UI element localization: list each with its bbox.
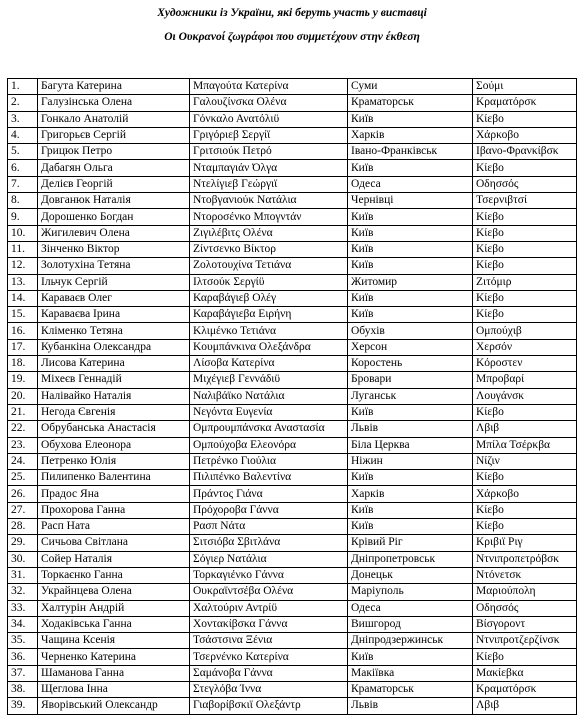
city-ukrainian: Обухів: [348, 323, 473, 339]
artist-name-greek: Τσάστσινα Ξένια: [190, 633, 348, 649]
artist-name-ukrainian: Ільчук Сергій: [38, 274, 190, 290]
city-greek: Σούμι: [473, 79, 577, 95]
city-ukrainian: Крівий Ріг: [348, 535, 473, 551]
city-ukrainian: Київ: [348, 502, 473, 518]
city-greek: Κραματόρσκ: [473, 681, 577, 697]
table-row: [8, 144, 577, 160]
city-greek: Κίεβο: [473, 502, 577, 518]
table-row: [8, 470, 577, 486]
artist-name-greek: Ζολοτουχίνα Τετιάνα: [190, 258, 348, 274]
artist-name-greek: Λίσοβα Κατερίνα: [190, 356, 348, 372]
row-number: 3.: [8, 111, 38, 127]
city-greek: Κριβιϊ Ριγ: [473, 535, 577, 551]
row-number: 11.: [8, 241, 38, 257]
city-ukrainian: Київ: [348, 111, 473, 127]
row-number: 4.: [8, 127, 38, 143]
artist-name-ukrainian: Яворівський Олександр: [38, 698, 190, 714]
city-greek: Ντόνετσκ: [473, 567, 577, 583]
document-title-ukrainian: Художники із України, які беруть участь у виставці: [157, 7, 427, 19]
row-number: 32.: [8, 584, 38, 600]
row-number: 33.: [8, 600, 38, 616]
row-number: 34.: [8, 616, 38, 632]
artist-name-ukrainian: Дабагян Ольга: [38, 160, 190, 176]
table-row: [8, 649, 577, 665]
row-number: 28.: [8, 519, 38, 535]
artist-name-ukrainian: Прохорова Ганна: [38, 502, 190, 518]
table-row: [8, 437, 577, 453]
city-greek: Κίεβο: [473, 404, 577, 420]
city-ukrainian: Київ: [348, 404, 473, 420]
row-number: 15.: [8, 307, 38, 323]
artist-name-ukrainian: Пилипенко Валентина: [38, 470, 190, 486]
artist-name-greek: Γόνκαλο Ανατόλιϋ: [190, 111, 348, 127]
city-ukrainian: Маріуполь: [348, 584, 473, 600]
artist-name-ukrainian: Торкаєнко Ганна: [38, 567, 190, 583]
row-number: 19.: [8, 372, 38, 388]
city-greek: Κίεβο: [473, 225, 577, 241]
table-row: [8, 339, 577, 355]
table-row: [8, 551, 577, 567]
row-number: 26.: [8, 486, 38, 502]
city-greek: Χάρκοβο: [473, 486, 577, 502]
table-row: [8, 79, 577, 95]
table-row: [8, 616, 577, 632]
city-ukrainian: Київ: [348, 258, 473, 274]
artist-name-ukrainian: Щеглова Інна: [38, 681, 190, 697]
artist-name-ukrainian: Расп Ната: [38, 519, 190, 535]
table-row: [8, 698, 577, 714]
table-row: [8, 160, 577, 176]
city-ukrainian: Вишгород: [348, 616, 473, 632]
artist-name-greek: Μπαγούτα Κατερίνα: [190, 79, 348, 95]
artist-name-ukrainian: Обрубанська Анастасія: [38, 421, 190, 437]
table-row: [8, 111, 577, 127]
city-ukrainian: Київ: [348, 649, 473, 665]
row-number: 36.: [8, 649, 38, 665]
table-row: [8, 421, 577, 437]
row-number: 31.: [8, 567, 38, 583]
artist-name-ukrainian: Міхеєв Геннадій: [38, 372, 190, 388]
table-row: [8, 502, 577, 518]
artist-name-ukrainian: Гонкало Анатолій: [38, 111, 190, 127]
table-row: [8, 584, 577, 600]
city-greek: Λουγάνσκ: [473, 388, 577, 404]
city-greek: Κίεβο: [473, 470, 577, 486]
table-row: [8, 519, 577, 535]
row-number: 30.: [8, 551, 38, 567]
city-greek: Κίεβο: [473, 290, 577, 306]
artist-name-greek: Ντελίγιεβ Γεώργιϊ: [190, 176, 348, 192]
city-ukrainian: Одеса: [348, 600, 473, 616]
city-greek: Κραματόρσκ: [473, 95, 577, 111]
row-number: 2.: [8, 95, 38, 111]
artist-name-greek: Πρόχοροβα Γάννα: [190, 502, 348, 518]
row-number: 16.: [8, 323, 38, 339]
city-ukrainian: Чернівці: [348, 193, 473, 209]
table-row: [8, 567, 577, 583]
row-number: 29.: [8, 535, 38, 551]
artist-name-greek: Ιλτσούκ Σεργίϋ: [190, 274, 348, 290]
artist-name-greek: Ζιγιλέβιτς Ολένα: [190, 225, 348, 241]
artist-name-ukrainian: Багута Катерина: [38, 79, 190, 95]
artists-table: [7, 78, 577, 715]
artist-name-ukrainian: Халтурін Андрій: [38, 600, 190, 616]
row-number: 9.: [8, 209, 38, 225]
artist-name-ukrainian: Кліменко Тетяна: [38, 323, 190, 339]
table-row: [8, 225, 577, 241]
artist-name-greek: Γριτσιούκ Πετρό: [190, 144, 348, 160]
city-ukrainian: Івано-Франківськ: [348, 144, 473, 160]
city-ukrainian: Київ: [348, 290, 473, 306]
artist-name-greek: Νεγόντα Ευγενία: [190, 404, 348, 420]
artist-name-greek: Ντοροσένκο Μπογντάν: [190, 209, 348, 225]
artist-name-ukrainian: Черненко Катерина: [38, 649, 190, 665]
artist-name-greek: Ομπρουμπάνσκα Αναστασία: [190, 421, 348, 437]
row-number: 39.: [8, 698, 38, 714]
city-ukrainian: Київ: [348, 160, 473, 176]
row-number: 37.: [8, 665, 38, 681]
row-number: 13.: [8, 274, 38, 290]
artist-name-ukrainian: Зінченко Віктор: [38, 241, 190, 257]
row-number: 7.: [8, 176, 38, 192]
artist-name-greek: Τορκαγιένκο Γάννα: [190, 567, 348, 583]
artist-name-greek: Νταμπαγιάν Όλγα: [190, 160, 348, 176]
table-row: [8, 290, 577, 306]
table-row: [8, 176, 577, 192]
document-title-greek: Οι Ουκρανοί ζωγράφοι που συμμετέχουν στην έκθεση: [164, 31, 420, 43]
row-number: 18.: [8, 356, 38, 372]
artist-name-greek: Σαμάνοβα Γάννα: [190, 665, 348, 681]
artist-name-ukrainian: Сойер Наталія: [38, 551, 190, 567]
city-greek: Μπίλα Τσέρκβα: [473, 437, 577, 453]
city-greek: Νίζιν: [473, 453, 577, 469]
row-number: 24.: [8, 453, 38, 469]
row-number: 27.: [8, 502, 38, 518]
city-greek: Μπροβαρί: [473, 372, 577, 388]
artist-name-ukrainian: Делієв Георгій: [38, 176, 190, 192]
row-number: 35.: [8, 633, 38, 649]
artist-name-greek: Πιλιπένκο Βαλεντίνα: [190, 470, 348, 486]
city-ukrainian: Одеса: [348, 176, 473, 192]
artist-name-greek: Πετρένκο Γιούλια: [190, 453, 348, 469]
city-greek: Χερσόν: [473, 339, 577, 355]
table-row: [8, 307, 577, 323]
table-row: [8, 404, 577, 420]
city-ukrainian: Київ: [348, 470, 473, 486]
artist-name-ukrainian: Обухова Елеонора: [38, 437, 190, 453]
artist-name-greek: Γαλουζίνσκα Ολένα: [190, 95, 348, 111]
city-greek: Κίεβο: [473, 258, 577, 274]
artist-name-ukrainian: Украйнцева Олена: [38, 584, 190, 600]
city-greek: Κόροστεν: [473, 356, 577, 372]
artist-name-greek: Ντοβγανιούκ Νατάλια: [190, 193, 348, 209]
city-ukrainian: Львів: [348, 421, 473, 437]
artist-name-ukrainian: Дорошенко Богдан: [38, 209, 190, 225]
table-row: [8, 258, 577, 274]
artist-name-greek: Ναλιβάϊκο Νατάλια: [190, 388, 348, 404]
artist-name-greek: Γιαβορίβσκιϊ Ολεξάντρ: [190, 698, 348, 714]
row-number: 17.: [8, 339, 38, 355]
city-greek: Οδησσός: [473, 600, 577, 616]
table-row: [8, 665, 577, 681]
city-greek: Κίεβο: [473, 111, 577, 127]
artist-name-greek: Καραβάγιεβ Ολέγ: [190, 290, 348, 306]
city-ukrainian: Коростень: [348, 356, 473, 372]
city-ukrainian: Львів: [348, 698, 473, 714]
city-greek: Κίεβο: [473, 519, 577, 535]
artist-name-greek: Τσερνένκο Κατερίνα: [190, 649, 348, 665]
artist-name-ukrainian: Сичьова Світлана: [38, 535, 190, 551]
city-greek: Ζιτόμιρ: [473, 274, 577, 290]
artist-name-greek: Ζίντσενκο Βίκτορ: [190, 241, 348, 257]
city-ukrainian: Київ: [348, 519, 473, 535]
city-ukrainian: Ніжин: [348, 453, 473, 469]
city-ukrainian: Київ: [348, 307, 473, 323]
city-ukrainian: Київ: [348, 241, 473, 257]
city-ukrainian: Суми: [348, 79, 473, 95]
artists-table-body: [8, 79, 577, 715]
row-number: 12.: [8, 258, 38, 274]
city-ukrainian: Макіївка: [348, 665, 473, 681]
city-greek: Λβιβ: [473, 698, 577, 714]
city-greek: Κίεβο: [473, 307, 577, 323]
city-greek: Οδησσός: [473, 176, 577, 192]
table-row: [8, 600, 577, 616]
city-greek: Βίσγοροντ: [473, 616, 577, 632]
row-number: 38.: [8, 681, 38, 697]
city-ukrainian: Київ: [348, 209, 473, 225]
city-greek: Ντνιπροπετρόβσκ: [473, 551, 577, 567]
row-number: 5.: [8, 144, 38, 160]
table-row: [8, 95, 577, 111]
table-row: [8, 486, 577, 502]
row-number: 10.: [8, 225, 38, 241]
row-number: 8.: [8, 193, 38, 209]
city-greek: Κίεβο: [473, 649, 577, 665]
table-row: [8, 241, 577, 257]
city-ukrainian: Донецьк: [348, 567, 473, 583]
city-greek: Μακίεβκα: [473, 665, 577, 681]
table-row: [8, 372, 577, 388]
artist-name-greek: Πράντος Γιάνα: [190, 486, 348, 502]
row-number: 14.: [8, 290, 38, 306]
artist-name-ukrainian: Грицюк Петро: [38, 144, 190, 160]
table-row: [8, 274, 577, 290]
city-greek: Μαριούπολη: [473, 584, 577, 600]
row-number: 25.: [8, 470, 38, 486]
city-ukrainian: Київ: [348, 225, 473, 241]
city-greek: Κίεβο: [473, 160, 577, 176]
artist-name-ukrainian: Григорьєв Сергій: [38, 127, 190, 143]
city-greek: Ομπούχιβ: [473, 323, 577, 339]
artist-name-ukrainian: Негода Євгенія: [38, 404, 190, 420]
artist-name-greek: Μιχέγιεβ Γεννάδιϋ: [190, 372, 348, 388]
artist-name-ukrainian: Кубанкіна Олександра: [38, 339, 190, 355]
city-ukrainian: Харків: [348, 486, 473, 502]
city-greek: Ιβανο-Φρανκίβσκ: [473, 144, 577, 160]
artist-name-greek: Ουκραϊντσέβα Ολένα: [190, 584, 348, 600]
artist-name-greek: Ρασπ Νάτα: [190, 519, 348, 535]
table-row: [8, 388, 577, 404]
row-number: 1.: [8, 79, 38, 95]
artist-name-greek: Σόγιερ Νατάλια: [190, 551, 348, 567]
artist-name-greek: Στεγλόβα Ίννα: [190, 681, 348, 697]
city-ukrainian: Бровари: [348, 372, 473, 388]
row-number: 21.: [8, 404, 38, 420]
artist-name-ukrainian: Петренко Юлія: [38, 453, 190, 469]
artist-name-greek: Ομπούχοβα Ελεονόρα: [190, 437, 348, 453]
artist-name-greek: Σιτσιόβα Σβιτλάνα: [190, 535, 348, 551]
table-row: [8, 633, 577, 649]
city-greek: Τσερνιβτσί: [473, 193, 577, 209]
city-ukrainian: Житомир: [348, 274, 473, 290]
row-number: 20.: [8, 388, 38, 404]
artist-name-ukrainian: Ходакiвська Ганна: [38, 616, 190, 632]
city-ukrainian: Краматорськ: [348, 681, 473, 697]
city-greek: Χάρκοβο: [473, 127, 577, 143]
artist-name-ukrainian: Галузінська Олена: [38, 95, 190, 111]
artist-name-ukrainian: Жигилевич Олена: [38, 225, 190, 241]
artist-name-ukrainian: Довганюк Наталія: [38, 193, 190, 209]
artist-name-ukrainian: Налівайко Наталія: [38, 388, 190, 404]
artist-name-greek: Καραβάγιεβα Ειρήνη: [190, 307, 348, 323]
artist-name-ukrainian: Прадос Яна: [38, 486, 190, 502]
artist-name-ukrainian: Золотухіна Тетяна: [38, 258, 190, 274]
row-number: 22.: [8, 421, 38, 437]
table-row: [8, 356, 577, 372]
artist-name-ukrainian: Шаманова Ганна: [38, 665, 190, 681]
city-ukrainian: Харків: [348, 127, 473, 143]
artist-name-greek: Χαλτούριν Αντρίϋ: [190, 600, 348, 616]
city-ukrainian: Дніпродзержинськ: [348, 633, 473, 649]
table-row: [8, 681, 577, 697]
table-row: [8, 453, 577, 469]
artist-name-ukrainian: Караваєв Олег: [38, 290, 190, 306]
city-greek: Κίεβο: [473, 241, 577, 257]
city-ukrainian: Херсон: [348, 339, 473, 355]
city-ukrainian: Краматорськ: [348, 95, 473, 111]
artist-name-greek: Γριγόριεβ Σεργίϊ: [190, 127, 348, 143]
table-row: [8, 193, 577, 209]
city-greek: Κίεβο: [473, 209, 577, 225]
table-row: [8, 323, 577, 339]
table-row: [8, 209, 577, 225]
artist-name-ukrainian: Лисова Катерина: [38, 356, 190, 372]
city-ukrainian: Біла Церква: [348, 437, 473, 453]
artist-name-greek: Χοντακίβσκα Γάννα: [190, 616, 348, 632]
city-greek: Λβιβ: [473, 421, 577, 437]
city-greek: Ντνιπροτζερζίνσκ: [473, 633, 577, 649]
artist-name-ukrainian: Караваєва Ірина: [38, 307, 190, 323]
city-ukrainian: Луганськ: [348, 388, 473, 404]
city-ukrainian: Дніпропетровськ: [348, 551, 473, 567]
table-row: [8, 535, 577, 551]
artist-name-ukrainian: Чащина Ксенія: [38, 633, 190, 649]
table-row: [8, 127, 577, 143]
artist-name-greek: Κουμπάνκινα Ολεξάνδρα: [190, 339, 348, 355]
artist-name-greek: Κλιμένκο Τετιάνα: [190, 323, 348, 339]
row-number: 23.: [8, 437, 38, 453]
row-number: 6.: [8, 160, 38, 176]
